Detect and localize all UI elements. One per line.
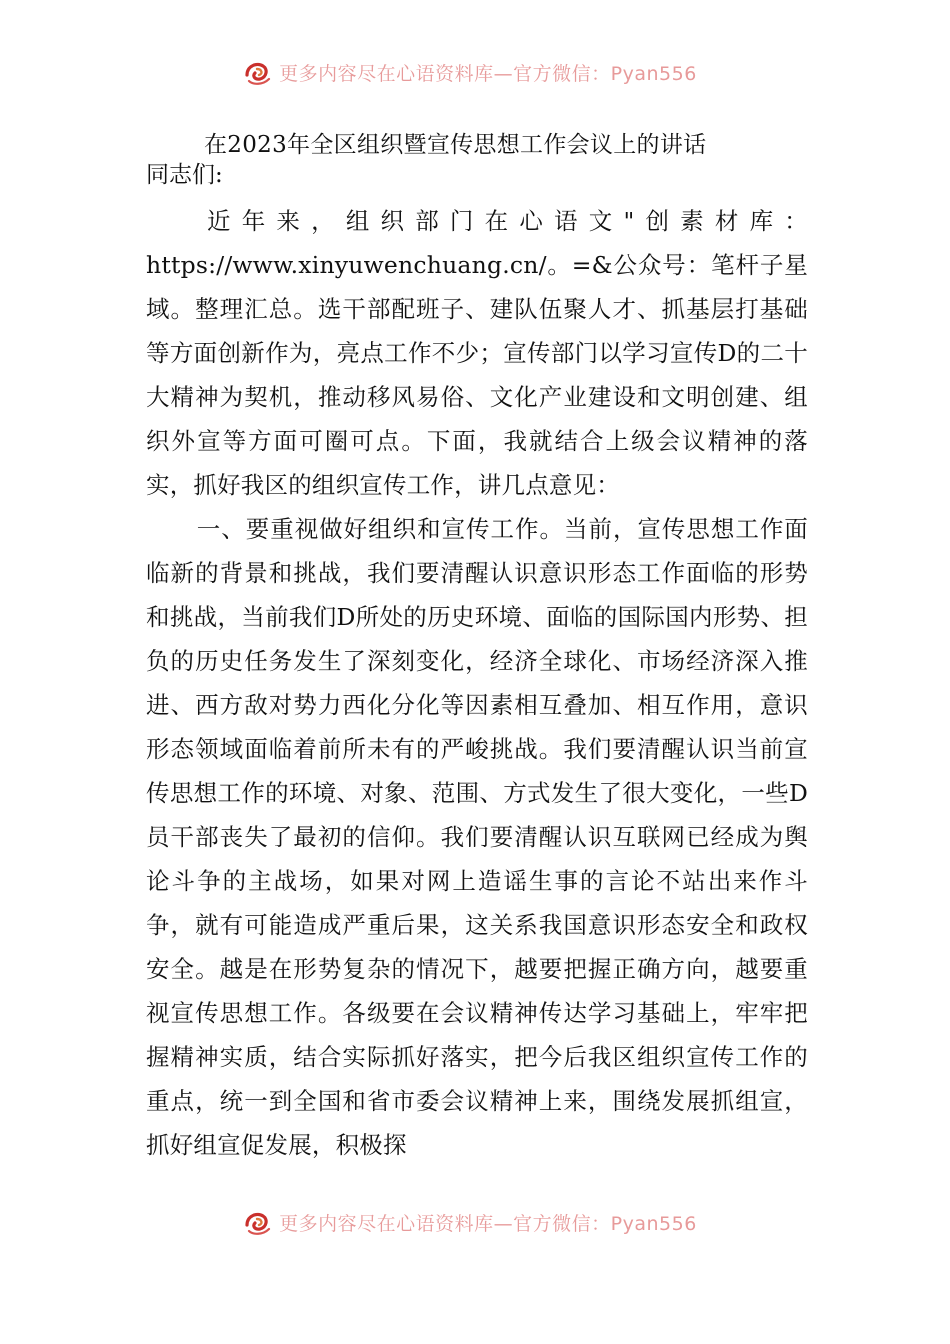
watermark-text: 更多内容尽在心语资料库—官方微信：Pyan556 xyxy=(279,1212,697,1235)
swirl-logo-icon xyxy=(243,57,273,87)
watermark-banner-top xyxy=(0,52,950,92)
watermark-text: 更多内容尽在心语资料库—官方微信：Pyan556 xyxy=(279,62,697,85)
greeting: 同志们: xyxy=(146,162,223,188)
document-title: 在2023年全区组织暨宣传思想工作会议上的讲话 xyxy=(204,132,707,158)
watermark-banner-bottom xyxy=(0,1202,950,1242)
document-body xyxy=(146,120,808,1167)
paragraph-section-one: 一、要重视做好组织和宣传工作。当前，宣传思想工作面临新的背景和挑战，我们要清醒认识意识形态工作面临的形势和挑战，当前我们D所处的历史环境、面临的国际国内形势、担负的历史任务发生了深刻变化，经济全球化、市场经济深入推进、西方敌对势力西化分化等因素相互叠加、相互作用，意识形态领域面临着前所未有的严峻挑战。我们要清醒认识当前宣传思想工作的环境、对象、范围、方式发生了很大变化，一些D员干部丧失了最初的信仰。我们要清醒认识互联网已经成为舆论斗争的主战场，如果对网上造谣生事的言论不站出来作斗争，就有可能造成严重后果，这关系我国意识形态安全和政权安全。越是在形势复杂的情况下，越要把握正确方向，越要重视宣传思想工作。各级要在会议精神传达学习基础上，牢牢把握精神实质，结合实际抓好落实，把今后我区组织宣传工作的重点，统一到全国和省市委会议精神上来，围绕发展抓组宣，抓好组宣促发展，积极探 xyxy=(146,515,808,1159)
swirl-logo-icon xyxy=(243,1207,273,1237)
paragraph-intro: 近年来，组织部门在心语文"创素材库：https://www.xinyuwenchuang.cn/。=&公众号：笔杆子星域。整理汇总。选干部配班子、建队伍聚人才、抓基层打基础等方面创新作为，亮点工作不少；宣传部门以学习宣传D的二十大精神为契机，推动移风易俗、文化产业建设和文明创建、组织外宣等方面可圈可点。下面，我就结合上级会议精神的落实，抓好我区的组织宣传工作，讲几点意见： xyxy=(146,207,808,499)
